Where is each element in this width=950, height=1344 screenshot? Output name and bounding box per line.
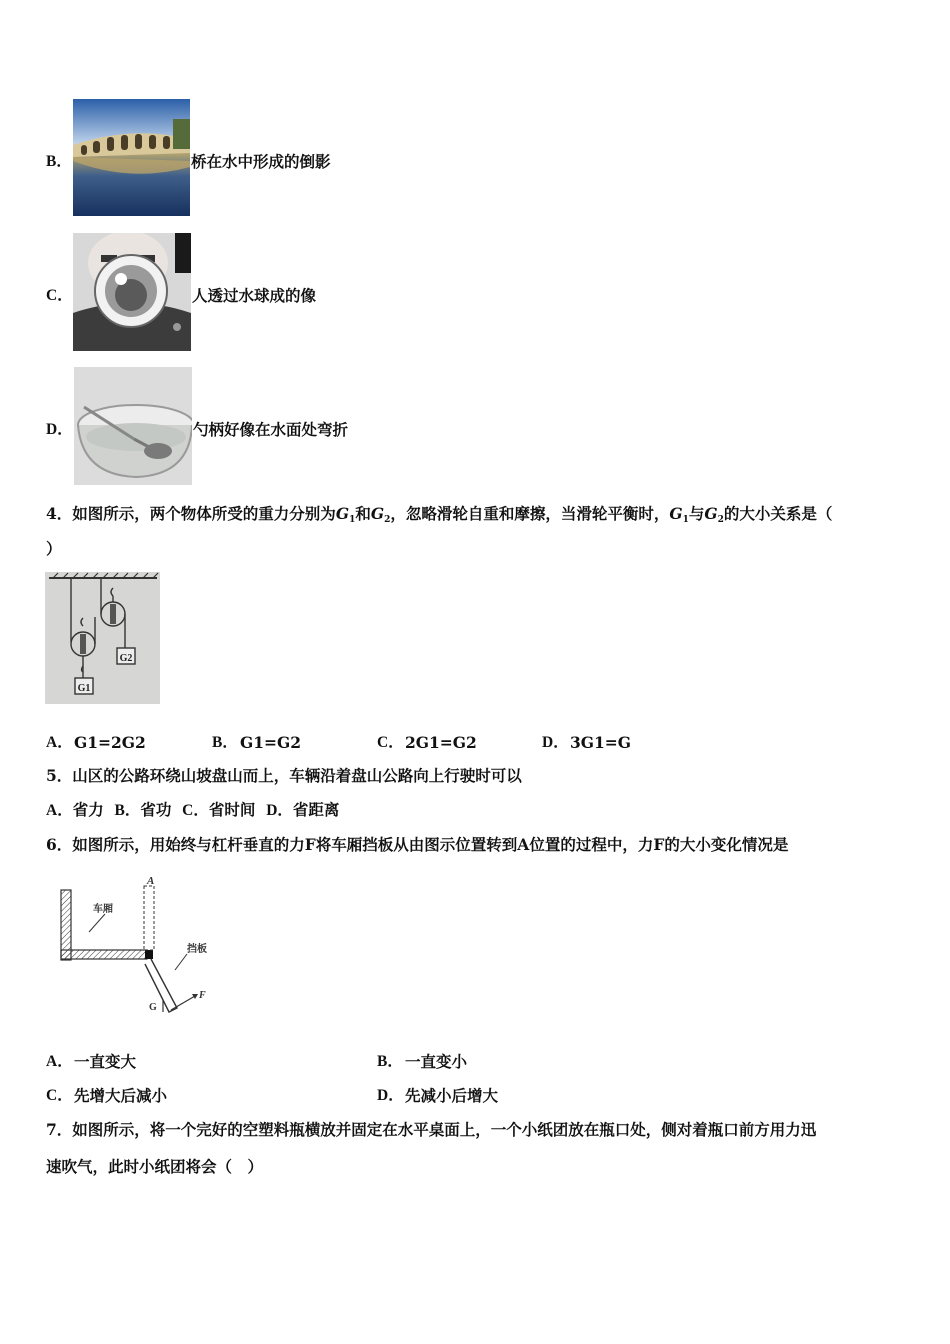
q4-option-b-text: G1=G2 [240, 733, 302, 752]
q4-option-a-label: A． [46, 734, 73, 751]
q3-option-d-label: D． [46, 421, 73, 438]
bridge-reflection-photo [73, 99, 190, 216]
q6-option-a-text: 一直变大 [74, 1052, 137, 1071]
figure-label-a: A [147, 875, 155, 887]
q4-stem-part: ，忽略滑轮自重和摩擦，当滑轮平衡时， [390, 504, 670, 523]
q5-options [46, 802, 339, 819]
q3-option-c-text: 人透过水球成的像 [192, 286, 317, 305]
water-ball-photo [73, 233, 191, 351]
q3-option-c-label: C． [46, 287, 73, 304]
symbol-g: G [704, 504, 718, 523]
q4-option-a-text: G1=2G2 [74, 733, 146, 752]
q4-stem-part: 的大小关系是（ [723, 504, 833, 523]
symbol-g: G [370, 504, 385, 523]
q4-option-c-text: 2G1=G2 [405, 733, 477, 752]
q6-option-c-text: 先增大后减小 [74, 1086, 168, 1105]
q5-option-c-text: 省时间 [208, 800, 256, 819]
q6-option-c-label: C． [46, 1087, 73, 1104]
pulley-system-figure [45, 572, 160, 704]
q4-stem-part: 和 [355, 504, 371, 523]
q4-option-d-text: 3G1=G [570, 733, 632, 752]
q5-option-d-text: 省距离 [292, 800, 340, 819]
q4-stem-part: 与 [688, 504, 705, 523]
subscript-1: 1 [349, 515, 356, 525]
q5-option-b-label: B． [114, 802, 141, 819]
subscript-1: 1 [682, 515, 689, 525]
q5-option-d-label: D． [266, 802, 293, 819]
subscript-2: 2 [384, 515, 391, 525]
q4-stem-part: 如图所示，两个物体所受的重力分别为 [72, 504, 336, 523]
q3-option-b-text: 桥在水中形成的倒影 [191, 152, 331, 171]
q7-stem-line2: 速吹气，此时小纸团将会（ ） [46, 1157, 264, 1176]
q6-option-a-label: A． [46, 1053, 73, 1070]
figure-label-g: G [149, 1002, 157, 1013]
q4-option-d-label: D． [542, 734, 569, 751]
q5-option-a-label: A． [46, 802, 73, 819]
q5-option-a-text: 省力 [72, 800, 104, 819]
q6-option-b-text: 一直变小 [405, 1052, 468, 1071]
lever-tailgate-figure [55, 872, 220, 1017]
figure-label-f: F [199, 990, 206, 1001]
figure-label-g2: G2 [119, 653, 133, 664]
q7-stem-line1: 7．如图所示，将一个完好的空塑料瓶横放并固定在水平桌面上，一个小纸团放在瓶口处，侧对着瓶口前方用力迅 [46, 1120, 817, 1139]
q6-option-d-label: D． [377, 1087, 404, 1104]
q6-stem: 6．如图所示，用始终与杠杆垂直的力F将车厢挡板从由图示位置转到A位置的过程中，力F的大小变化情况是 [46, 835, 789, 854]
q6-option-b-label: B． [377, 1053, 403, 1070]
q6-option-d-text: 先减小后增大 [405, 1086, 499, 1105]
q4-option-b-label: B． [212, 734, 238, 751]
q5-stem: 5．山区的公路环绕山坡盘山而上，车辆沿着盘山公路向上行驶时可以 [46, 766, 522, 785]
subscript-2: 2 [717, 515, 724, 525]
q3-option-d-text: 勺柄好像在水面处弯折 [193, 420, 349, 439]
q5-option-c-label: C． [182, 802, 209, 819]
q3-option-b-label: B． [46, 153, 72, 170]
q4-stem-close: ） [46, 539, 62, 558]
symbol-g: G [335, 504, 350, 523]
q5-option-b-text: 省功 [140, 800, 172, 819]
symbol-g: G [669, 504, 683, 523]
q4-stem [46, 504, 833, 525]
spoon-in-water-photo [74, 367, 192, 485]
figure-label-car: 车厢 [93, 904, 113, 915]
figure-label-g1: G1 [77, 683, 91, 694]
q4-option-c-label: C． [377, 734, 404, 751]
question-number: 4． [46, 504, 73, 523]
figure-label-board: 挡板 [187, 944, 207, 955]
